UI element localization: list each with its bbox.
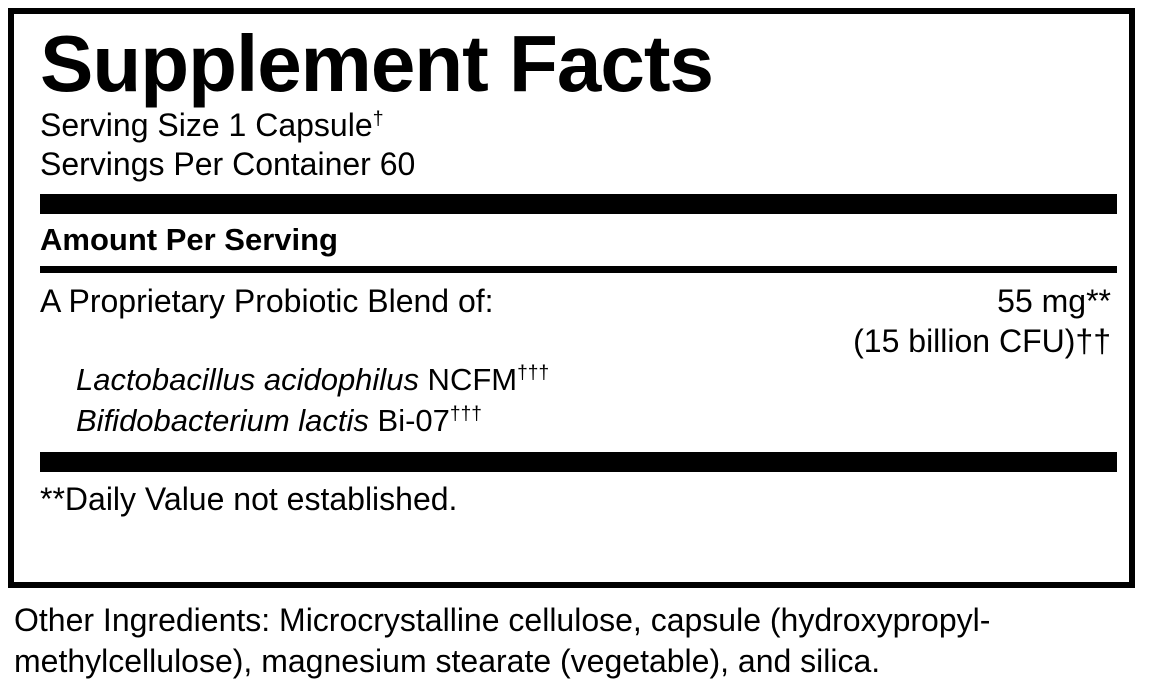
- strain-dagger: †††: [449, 403, 482, 425]
- other-ingredients: Other Ingredients: Microcrystalline cellulose, capsule (hydroxypropyl-methylcellulose), magnesium stearate (vegetable), and silica.: [14, 602, 991, 679]
- strain-designation: Bi-07: [368, 403, 450, 439]
- divider-thin: [40, 266, 1117, 273]
- blend-amount: 55 mg**: [997, 283, 1111, 320]
- strain-item: [76, 360, 1117, 401]
- strain-species-italic: Lactobacillus acidophilus: [76, 362, 419, 398]
- blend-name: A Proprietary Probiotic Blend of:: [40, 283, 494, 320]
- strain-designation: NCFM: [418, 362, 518, 398]
- supplement-facts-inner: [40, 19, 1117, 578]
- supplement-facts-panel: [8, 8, 1135, 588]
- strain-species-italic: Bifidobacterium lactis: [76, 403, 369, 439]
- strain-dagger: †††: [517, 362, 550, 384]
- amount-per-serving-header: Amount Per Serving: [40, 222, 338, 258]
- divider-thick-top: [40, 194, 1117, 214]
- page-title: Supplement Facts: [40, 19, 714, 108]
- serving-size-dagger: †: [372, 107, 384, 130]
- proprietary-blend-row: [40, 282, 1117, 360]
- servings-per-container: Servings Per Container 60: [40, 146, 416, 183]
- strain-item: [76, 401, 1117, 442]
- serving-size-text: Serving Size 1 Capsule: [40, 107, 373, 143]
- blend-cfu: (15 billion CFU)††: [853, 323, 1111, 360]
- divider-thick-bottom: [40, 452, 1117, 472]
- daily-value-footnote: **Daily Value not established.: [40, 481, 458, 518]
- serving-size-line: [40, 106, 1117, 145]
